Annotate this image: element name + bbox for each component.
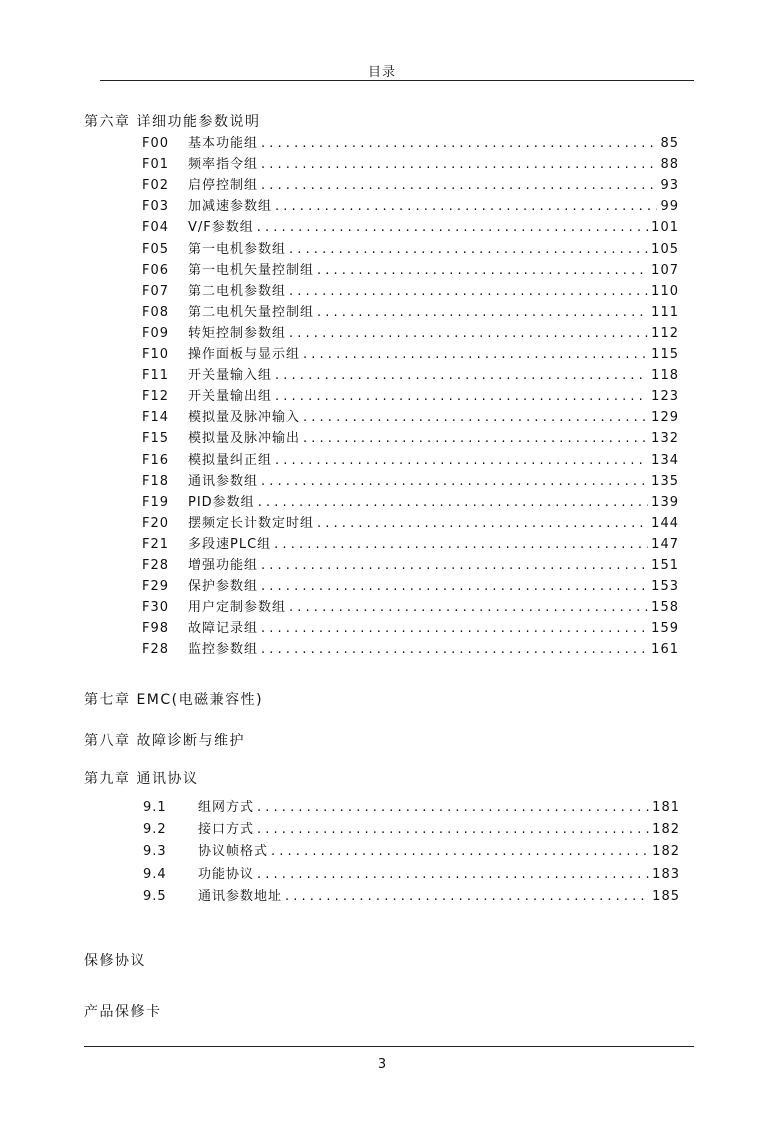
- toc-entry-label: 操作面板与显示组: [188, 347, 301, 362]
- toc-entry[interactable]: [142, 134, 679, 154]
- toc-entry[interactable]: [142, 261, 679, 281]
- dot-leader: [261, 619, 648, 639]
- dot-leader: [289, 324, 648, 344]
- toc-entry-page: 111: [651, 304, 679, 320]
- toc-entry[interactable]: [142, 366, 679, 386]
- dot-leader: [271, 842, 649, 862]
- toc-entry-label: 第二电机参数组: [188, 283, 287, 299]
- toc-entry-label: 模拟量及脉冲输入: [188, 410, 301, 426]
- toc-entry-page: 182: [652, 822, 680, 838]
- toc-entry[interactable]: [142, 556, 679, 576]
- toc-entry-page: 107: [651, 262, 679, 278]
- toc-entry-label: 第二电机矢量控制组: [188, 304, 315, 320]
- toc-entry[interactable]: [142, 451, 679, 471]
- toc-entry-label: 开关量输入组: [188, 368, 273, 384]
- toc-entry-page: 147: [651, 536, 679, 552]
- toc-entry-code: 9.3: [143, 844, 167, 860]
- dot-leader: [261, 155, 657, 175]
- toc-entry-page: 129: [651, 410, 679, 426]
- toc-entry-code: F02: [142, 178, 170, 194]
- dot-leader: [257, 798, 649, 818]
- toc-entry-page: 115: [651, 347, 679, 362]
- header-title: 目录: [367, 65, 396, 80]
- toc-entry-label: 增强功能组: [188, 558, 259, 573]
- toc-entry-label: 用户定制参数组: [188, 600, 287, 616]
- chapter-6-heading[interactable]: 第六章 详细功能参数说明: [84, 114, 261, 130]
- toc-entry-page: 85: [660, 136, 679, 151]
- toc-entry[interactable]: [142, 408, 679, 428]
- toc-entry-label: 组网方式: [198, 800, 255, 815]
- dot-leader: [275, 197, 657, 217]
- toc-entry-code: F28: [142, 642, 170, 658]
- dot-leader: [285, 887, 649, 907]
- header-divider: [100, 80, 694, 81]
- toc-entry-label: 功能协议: [198, 866, 255, 882]
- toc-entry-code: 9.5: [143, 888, 167, 904]
- toc-entry-label: 频率指令组: [188, 157, 259, 173]
- dot-leader: [261, 472, 648, 492]
- dot-leader: [289, 240, 648, 260]
- toc-entry[interactable]: [142, 282, 679, 302]
- toc-entry-page: 123: [651, 389, 679, 405]
- toc-entry-code: F16: [142, 452, 170, 468]
- toc-entry[interactable]: [142, 240, 679, 260]
- chapter-9-heading[interactable]: 第九章 通讯协议: [84, 771, 199, 787]
- toc-entry-page: 101: [651, 220, 679, 236]
- toc-entry-label: 多段速PLC组: [188, 536, 272, 552]
- toc-entry-page: 182: [652, 844, 680, 860]
- toc-entry-code: F28: [142, 558, 170, 573]
- dot-leader: [257, 865, 649, 885]
- toc-entry[interactable]: [142, 640, 679, 660]
- toc-entry-page: 158: [651, 600, 679, 616]
- toc-entry-label: 转矩控制参数组: [188, 325, 287, 341]
- dot-leader: [303, 429, 648, 449]
- toc-entry-code: F01: [142, 157, 170, 173]
- toc-entry[interactable]: [142, 176, 679, 196]
- toc-entry-label: V/F参数组: [188, 220, 254, 236]
- toc-entry-code: F10: [142, 347, 170, 362]
- dot-leader: [303, 408, 648, 428]
- toc-entry-code: F30: [142, 600, 170, 616]
- toc-entry-label: 通讯参数组: [188, 473, 259, 489]
- dot-leader: [317, 514, 648, 534]
- toc-entry[interactable]: [142, 387, 679, 407]
- toc-entry[interactable]: [142, 429, 679, 449]
- toc-entry-page: 151: [651, 558, 679, 573]
- footer-divider: [84, 1046, 694, 1047]
- toc-entry-page: 161: [651, 642, 679, 658]
- chapter-7-heading[interactable]: 第七章 EMC(电磁兼容性): [84, 692, 264, 708]
- toc-entry-label: 第一电机参数组: [188, 241, 287, 257]
- dot-leader: [275, 366, 648, 386]
- toc-entry-page: 153: [651, 579, 679, 595]
- toc-entry-code: F09: [142, 325, 170, 341]
- toc-entry[interactable]: [142, 493, 679, 513]
- dot-leader: [261, 640, 648, 660]
- toc-entry-code: F29: [142, 579, 170, 595]
- toc-entry-label: 加减速参数组: [188, 199, 273, 215]
- toc-entry-page: 99: [660, 199, 679, 215]
- toc-entry[interactable]: [142, 218, 679, 238]
- toc-entry-page: 112: [651, 325, 679, 341]
- toc-entry-code: F18: [142, 473, 170, 489]
- dot-leader: [261, 176, 657, 196]
- toc-entry-label: 通讯参数地址: [198, 888, 283, 904]
- dot-leader: [258, 493, 648, 513]
- toc-entry-label: 第一电机矢量控制组: [188, 262, 315, 278]
- toc-entry-label: 模拟量及脉冲输出: [188, 431, 301, 447]
- toc-entry-label: PID参数组: [188, 494, 255, 510]
- toc-entry[interactable]: [142, 535, 679, 555]
- toc-entry[interactable]: [142, 345, 679, 365]
- toc-entry-code: F06: [142, 262, 170, 278]
- toc-entry[interactable]: [142, 577, 679, 597]
- chapter-8-heading[interactable]: 第八章 故障诊断与维护: [84, 733, 245, 749]
- toc-entry-page: 144: [651, 515, 679, 531]
- toc-entry-code: F15: [142, 431, 170, 447]
- toc-entry-code: F05: [142, 241, 170, 257]
- dot-leader: [289, 282, 648, 302]
- toc-entry-code: F19: [142, 494, 170, 510]
- toc-entry[interactable]: [143, 798, 680, 818]
- toc-entry-code: F14: [142, 410, 170, 426]
- toc-entry-code: 9.2: [143, 822, 167, 838]
- toc-entry[interactable]: [143, 887, 680, 907]
- toc-entry-label: 接口方式: [198, 822, 255, 838]
- toc-entry-page: 185: [652, 888, 680, 904]
- toc-entry-page: 88: [660, 157, 679, 173]
- toc-entry-code: F08: [142, 304, 170, 320]
- toc-entry[interactable]: [142, 472, 679, 492]
- toc-entry-code: F20: [142, 515, 170, 531]
- toc-entry-label: 基本功能组: [188, 136, 259, 151]
- dot-leader: [261, 134, 657, 154]
- warranty-protocol-heading[interactable]: 保修协议: [84, 953, 146, 969]
- toc-entry-label: 协议帧格式: [198, 844, 269, 860]
- toc-entry-code: F21: [142, 536, 170, 552]
- toc-entry-label: 摆频定长计数定时组: [188, 515, 315, 531]
- page-number: 3: [377, 1057, 387, 1072]
- toc-entry-page: 139: [651, 494, 679, 510]
- dot-leader: [303, 345, 648, 365]
- toc-entry[interactable]: [143, 865, 680, 885]
- toc-entry-page: 135: [651, 473, 679, 489]
- dot-leader: [261, 556, 648, 576]
- dot-leader: [317, 303, 648, 323]
- dot-leader: [261, 577, 648, 597]
- dot-leader: [275, 387, 648, 407]
- dot-leader: [275, 451, 648, 471]
- toc-entry-code: F12: [142, 389, 170, 405]
- toc-entry-code: F11: [142, 368, 170, 384]
- dot-leader: [257, 820, 649, 840]
- toc-entry[interactable]: [142, 197, 679, 217]
- toc-entry-page: 183: [652, 866, 680, 882]
- toc-entry-page: 93: [660, 178, 679, 194]
- toc-entry-code: F07: [142, 283, 170, 299]
- toc-entry-page: 132: [651, 431, 679, 447]
- dot-leader: [289, 598, 648, 618]
- toc-entry[interactable]: [142, 619, 679, 639]
- toc-entry-page: 118: [651, 368, 679, 384]
- toc-entry-label: 开关量输出组: [188, 389, 273, 405]
- toc-entry[interactable]: [142, 598, 679, 618]
- toc-entry[interactable]: [142, 324, 679, 344]
- toc-entry-code: F03: [142, 199, 170, 215]
- dot-leader: [274, 535, 648, 555]
- toc-entry-label: 监控参数组: [188, 642, 259, 658]
- toc-entry-page: 181: [652, 800, 680, 815]
- toc-entry-code: F98: [142, 621, 170, 637]
- toc-entry-label: 启停控制组: [188, 178, 259, 194]
- toc-entry[interactable]: [142, 514, 679, 534]
- toc-entry-code: F00: [142, 136, 170, 151]
- toc-entry-label: 故障记录组: [188, 621, 259, 637]
- toc-entry[interactable]: [143, 820, 680, 840]
- toc-entry-page: 134: [651, 452, 679, 468]
- dot-leader: [317, 261, 648, 281]
- toc-entry[interactable]: [143, 842, 680, 862]
- warranty-card-heading[interactable]: 产品保修卡: [84, 1004, 162, 1020]
- dot-leader: [257, 218, 648, 238]
- toc-entry[interactable]: [142, 303, 679, 323]
- toc-entry-page: 159: [651, 621, 679, 637]
- toc-entry-page: 105: [651, 241, 679, 257]
- toc-entry-code: 9.1: [143, 800, 167, 815]
- toc-entry-label: 保护参数组: [188, 579, 259, 595]
- toc-entry-label: 模拟量纠正组: [188, 452, 273, 468]
- toc-entry[interactable]: [142, 155, 679, 175]
- toc-entry-code: 9.4: [143, 866, 167, 882]
- toc-entry-page: 110: [651, 283, 679, 299]
- toc-entry-code: F04: [142, 220, 170, 236]
